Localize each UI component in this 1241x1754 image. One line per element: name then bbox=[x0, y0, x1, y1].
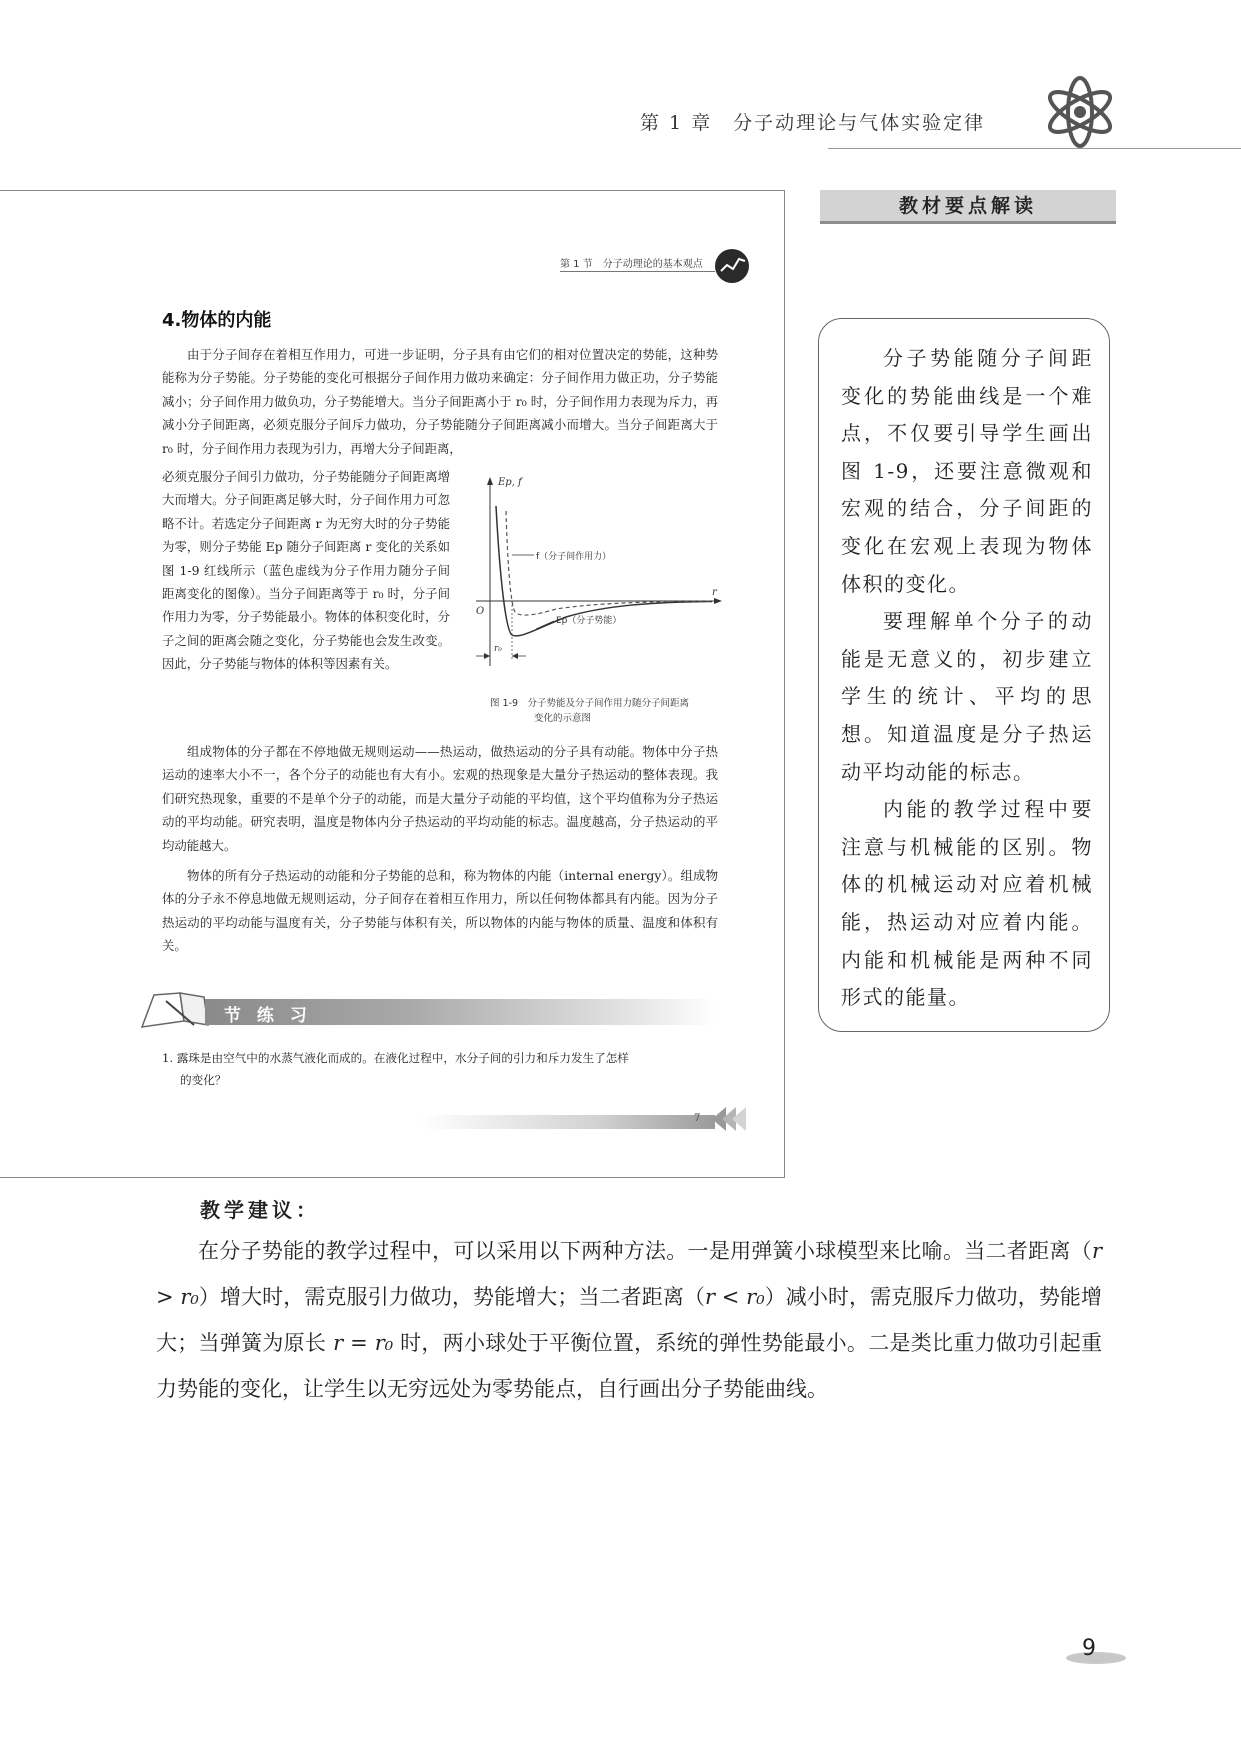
header-rule bbox=[828, 148, 1241, 149]
paragraph-potential-curve: 必须克服分子间引力做功，分子势能随分子间距离增大而增大。分子间距离足够大时，分子间作用力可忽略不计。若选定分子间距离 r 为无穷大时的分子势能为零，则分子势能 Ep 随分子间距离 r 变化的关系如图 1-9 红线所示（蓝色虚线为分子作用力随分子间距离变化的图像）。当分子间距离等于 r₀ 时，分子间作用力为零，分子势能最小。物体的体积变化时，分子之间的距离会随之变化，分子势能也会发生改变。因此，分子势能与物体的体积等因素有关。 bbox=[162, 469, 450, 672]
figure-origin-label: O bbox=[476, 606, 485, 617]
paragraph-kinetic-energy: 组成物体的分子都在不停地做无规则运动——热运动，做热运动的分子具有动能。物体中分子热运动的速率大小不一，各个分子的动能也有大有小。宏观的热现象是大量分子热运动的整体表现。我们研究热现象，重要的不是单个分子的动能，而是大量分子动能的平均值，这个平均值称为分子热运动的平均动能。研究表明，温度是物体内分子热运动的平均动能的标志。温度越高，分子热运动的平均动能越大。 bbox=[162, 744, 718, 853]
side-note-paragraph: 分子势能随分子间距变化的势能曲线是一个难点，不仅要引导学生画出图 1-9，还要注意微观和宏观的结合，分子间距的变化在宏观上表现为物体体积的变化。 bbox=[841, 346, 1093, 596]
page-footer-bar bbox=[420, 1115, 715, 1129]
exercise-question-line1: 1. 露珠是由空气中的水蒸气液化而成的。在液化过程中，水分子间的引力和斥力发生了怎样 bbox=[162, 1051, 629, 1065]
side-note-paragraph: 要理解单个分子的动能是无意义的，初步建立学生的统计、平均的思想。知道温度是分子热运动平均动能的标志。 bbox=[841, 609, 1093, 784]
figure-caption-line2: 变化的示意图 bbox=[534, 713, 592, 724]
figure-r0-label: r₀ bbox=[494, 644, 502, 654]
side-note-paragraph: 内能的教学过程中要注意与机械能的区别。物体的机械运动对应着机械能，热运动对应着内能。内能和机械能是两种不同形式的能量。 bbox=[841, 797, 1093, 1010]
figure-ep-label: Ep（分子势能） bbox=[556, 616, 622, 626]
section-title: 4.物体的内能 bbox=[162, 310, 272, 331]
side-heading: 教材要点解读 bbox=[820, 190, 1116, 224]
figure-caption-line1: 图 1-9 分子势能及分子间作用力随分子间距离 bbox=[490, 698, 690, 709]
figure-y-label: Ep, f bbox=[498, 477, 522, 488]
figure-f-label: f（分子间作用力） bbox=[536, 552, 612, 562]
section-ball-icon bbox=[713, 247, 751, 285]
section-header: 第 1 节 分子动理论的基本观点 bbox=[560, 259, 703, 270]
atom-icon bbox=[1040, 72, 1120, 152]
chapter-header: 第 1 章 分子动理论与气体实验定律 bbox=[640, 112, 986, 134]
exercise-question-1 bbox=[162, 1047, 718, 1091]
page-number: 9 bbox=[1082, 1636, 1096, 1661]
figure-caption bbox=[490, 696, 730, 726]
exercise-title: 节 练 习 bbox=[224, 1006, 312, 1026]
footer-arrows-icon bbox=[712, 1105, 748, 1133]
suggestion-text: ）减小时，需克服斥力做功，势能增大；当弹簧为原长 bbox=[156, 1285, 1103, 1355]
suggestion-text: 时，两小球处于平衡位置，系统的弹性势能最小。二是类比重力做功引起重力势能的变化，让学生以无穷远处为零势能点，自行画出分子势能曲线。 bbox=[156, 1331, 1102, 1401]
textbook-page-inset bbox=[0, 190, 785, 1178]
teaching-suggestion-body bbox=[156, 1228, 1102, 1412]
figure-x-label: r bbox=[712, 587, 717, 598]
section-rule bbox=[560, 271, 715, 272]
suggestion-text: ）增大时，需克服引力做功，势能增大；当二者距离（ bbox=[198, 1285, 705, 1309]
paragraph-internal-energy: 物体的所有分子热运动的动能和分子势能的总和，称为物体的内能（internal energy）。组成物体的分子永不停息地做无规则运动，分子间存在着相互作用力，所以任何物体都具有内能。因为分子热运动的平均动能与温度有关，分子势能与体积有关，所以物体的内能与物体的质量、温度和体积有关。 bbox=[162, 868, 718, 954]
expression-r-less: r < r₀ bbox=[705, 1285, 765, 1309]
side-note-text bbox=[841, 340, 1093, 1017]
inset-page-number: 7 bbox=[694, 1113, 701, 1124]
page-number-shadow bbox=[1066, 1650, 1126, 1666]
expression-r-equal: r = r₀ bbox=[333, 1331, 394, 1355]
exercise-question-line2: 的变化？ bbox=[180, 1073, 227, 1087]
paragraph-potential-energy: 由于分子间存在着相互作用力，可进一步证明，分子具有由它们的相对位置决定的势能，这种势能称为分子势能。分子势能的变化可根据分子间作用力做功来确定：分子间作用力做正功，分子势能减小；分子间作用力做负功，分子势能增大。当分子间距离小于 r₀ 时，分子间作用力表现为斥力，再减小分子间距离，必须克服分子间斥力做功，分子势能随分子间距离减小而增大。当分子间距离大于 r₀ 时，分子间作用力表现为引力，再增大分子间距离， bbox=[162, 347, 718, 456]
suggestion-text: 在分子势能的教学过程中，可以采用以下两种方法。一是用弹簧小球模型来比喻。当二者距离（ bbox=[198, 1239, 1092, 1263]
expression-r-greater: r > r₀ bbox=[156, 1239, 1102, 1309]
potential-energy-figure bbox=[476, 471, 722, 671]
teaching-suggestion-title: 教学建议： bbox=[200, 1198, 320, 1222]
